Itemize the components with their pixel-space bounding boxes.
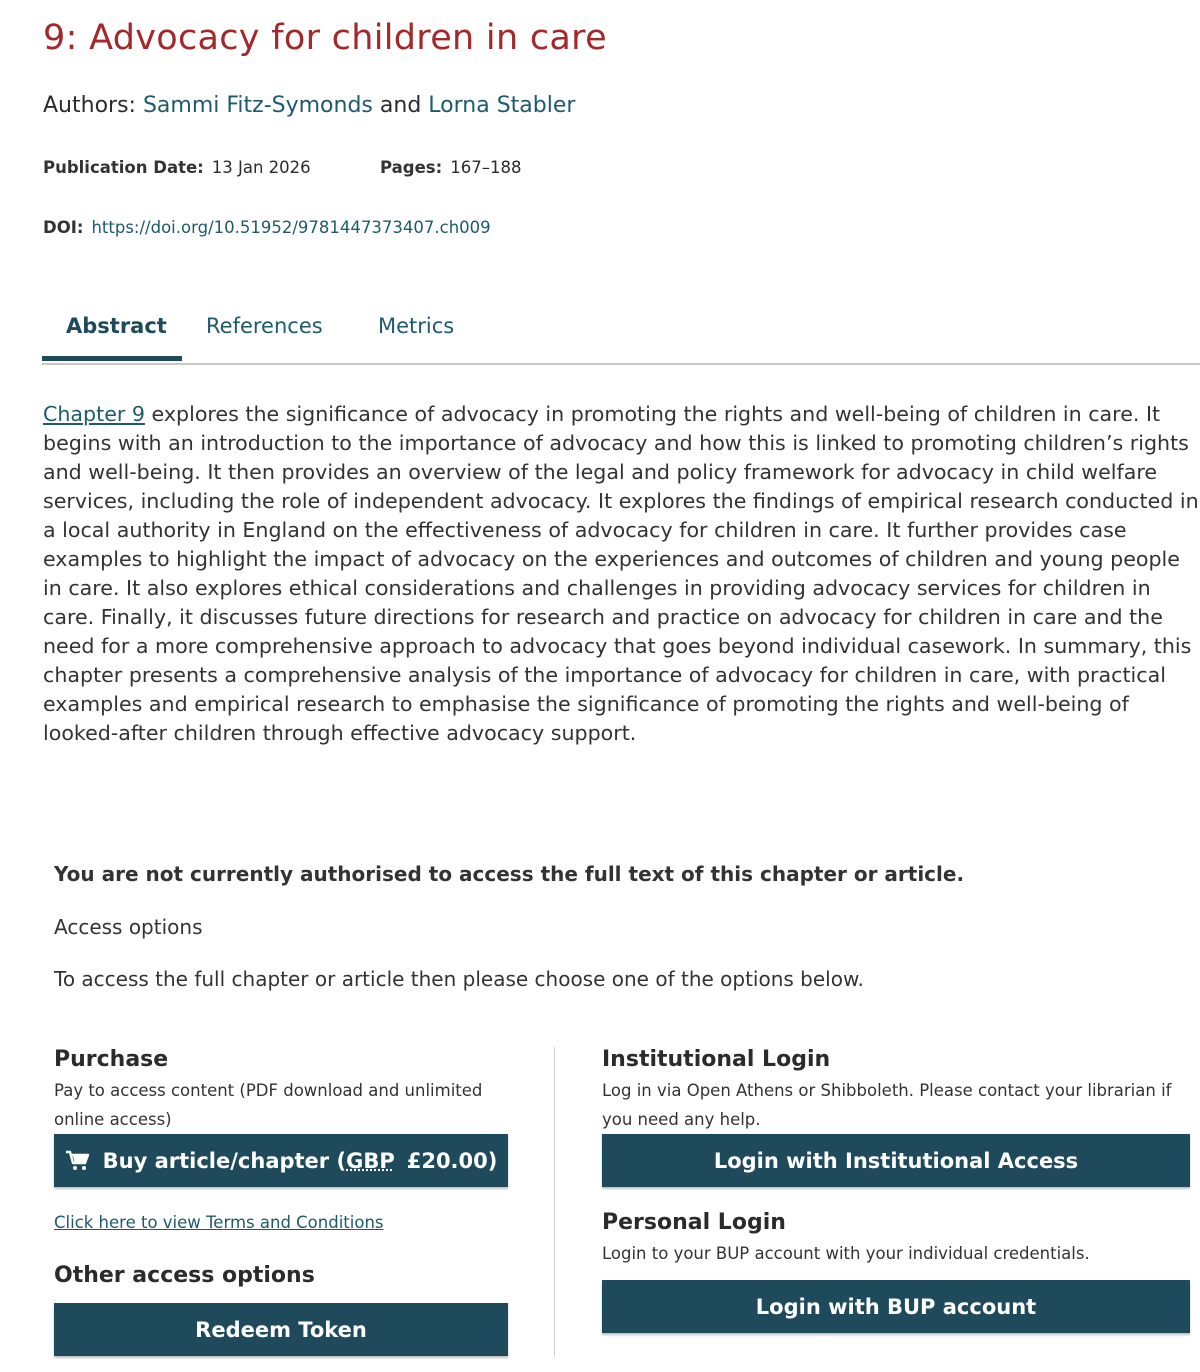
redeem-token-button[interactable]: Redeem Token: [54, 1303, 508, 1356]
author-link-2[interactable]: Lorna Stabler: [428, 93, 576, 118]
tab-references[interactable]: References: [206, 314, 323, 338]
access-instructions: To access the full chapter or article then please choose one of the options below.: [54, 967, 864, 991]
publication-date: [43, 158, 311, 177]
authors-line: [43, 93, 575, 118]
publication-date-value: 13 Jan 2026: [211, 158, 311, 177]
doi-label: DOI:: [43, 218, 84, 237]
institutional-login-description: Log in via Open Athens or Shibboleth. Please contact your librarian if you need any help.: [602, 1081, 1172, 1129]
bup-login-button[interactable]: Login with BUP account: [602, 1280, 1190, 1333]
currency-abbr: GBP: [346, 1148, 395, 1173]
personal-login-heading: Personal Login: [602, 1210, 786, 1235]
tab-bar: [42, 300, 1200, 365]
doi: [43, 218, 491, 237]
tab-abstract[interactable]: Abstract: [66, 314, 167, 338]
cart-icon: [65, 1150, 91, 1172]
terms-link[interactable]: Click here to view Terms and Conditions: [54, 1213, 384, 1232]
abstract-body: explores the significance of advocacy in promoting the rights and well-being of children in care. It begins with an introduction to the importance of advocacy and how this is linked to promoting children’s rights and well-being. It then provides an overview of the legal and policy framework for advocacy in child welfare services, including the role of independent advocacy. It explores the findings of empirical research conducted in a local authority in England on the effectiveness of advocacy for children in care. It further provides case examples to highlight the impact of advocacy on the experiences and outcomes of children and young people in care. It also explores ethical considerations and challenges in providing advocacy services for children in care. Finally, it discusses future directions for research and practice on advocacy for children in care and the need for a more comprehensive approach to advocacy that goes beyond individual casework. In summary, this chapter presents a comprehensive analysis of the importance of advocacy for children in care, with practical examples and empirical research to emphasise the significance of promoting the rights and well-being of looked-after children through effective advocacy support.: [43, 402, 1199, 745]
buy-chapter-button[interactable]: [54, 1134, 508, 1187]
abstract-text: [43, 400, 1200, 748]
purchase-heading: Purchase: [54, 1047, 169, 1072]
chapter-link[interactable]: Chapter 9: [43, 402, 145, 426]
author-link-1[interactable]: Sammi Fitz-Symonds: [142, 93, 373, 118]
price: £20.00): [406, 1148, 498, 1173]
doi-link[interactable]: https://doi.org/10.51952/9781447373407.ch009: [91, 218, 491, 237]
purchase-description: Pay to access content (PDF download and unlimited online access): [54, 1081, 483, 1129]
pages-label: Pages:: [380, 158, 443, 177]
page-title: 9: Advocacy for children in care: [43, 18, 607, 58]
other-access-heading: Other access options: [54, 1263, 315, 1288]
access-notice: You are not currently authorised to access the full text of this chapter or article.: [54, 862, 965, 886]
active-tab-indicator: [42, 356, 182, 361]
pages: [380, 158, 521, 177]
access-options-heading: Access options: [54, 915, 203, 939]
publication-date-label: Publication Date:: [43, 158, 204, 177]
institutional-login-heading: Institutional Login: [602, 1047, 831, 1072]
authors-conjunction: and: [379, 93, 422, 118]
tab-metrics[interactable]: Metrics: [378, 314, 455, 338]
authors-label: Authors:: [43, 93, 136, 118]
institutional-login-button[interactable]: Login with Institutional Access: [602, 1134, 1190, 1187]
buy-button-label: Buy article/chapter (: [102, 1148, 347, 1173]
pages-value: 167–188: [450, 158, 522, 177]
personal-login-description: Login to your BUP account with your individual credentials.: [602, 1244, 1090, 1263]
column-divider: [554, 1047, 555, 1357]
